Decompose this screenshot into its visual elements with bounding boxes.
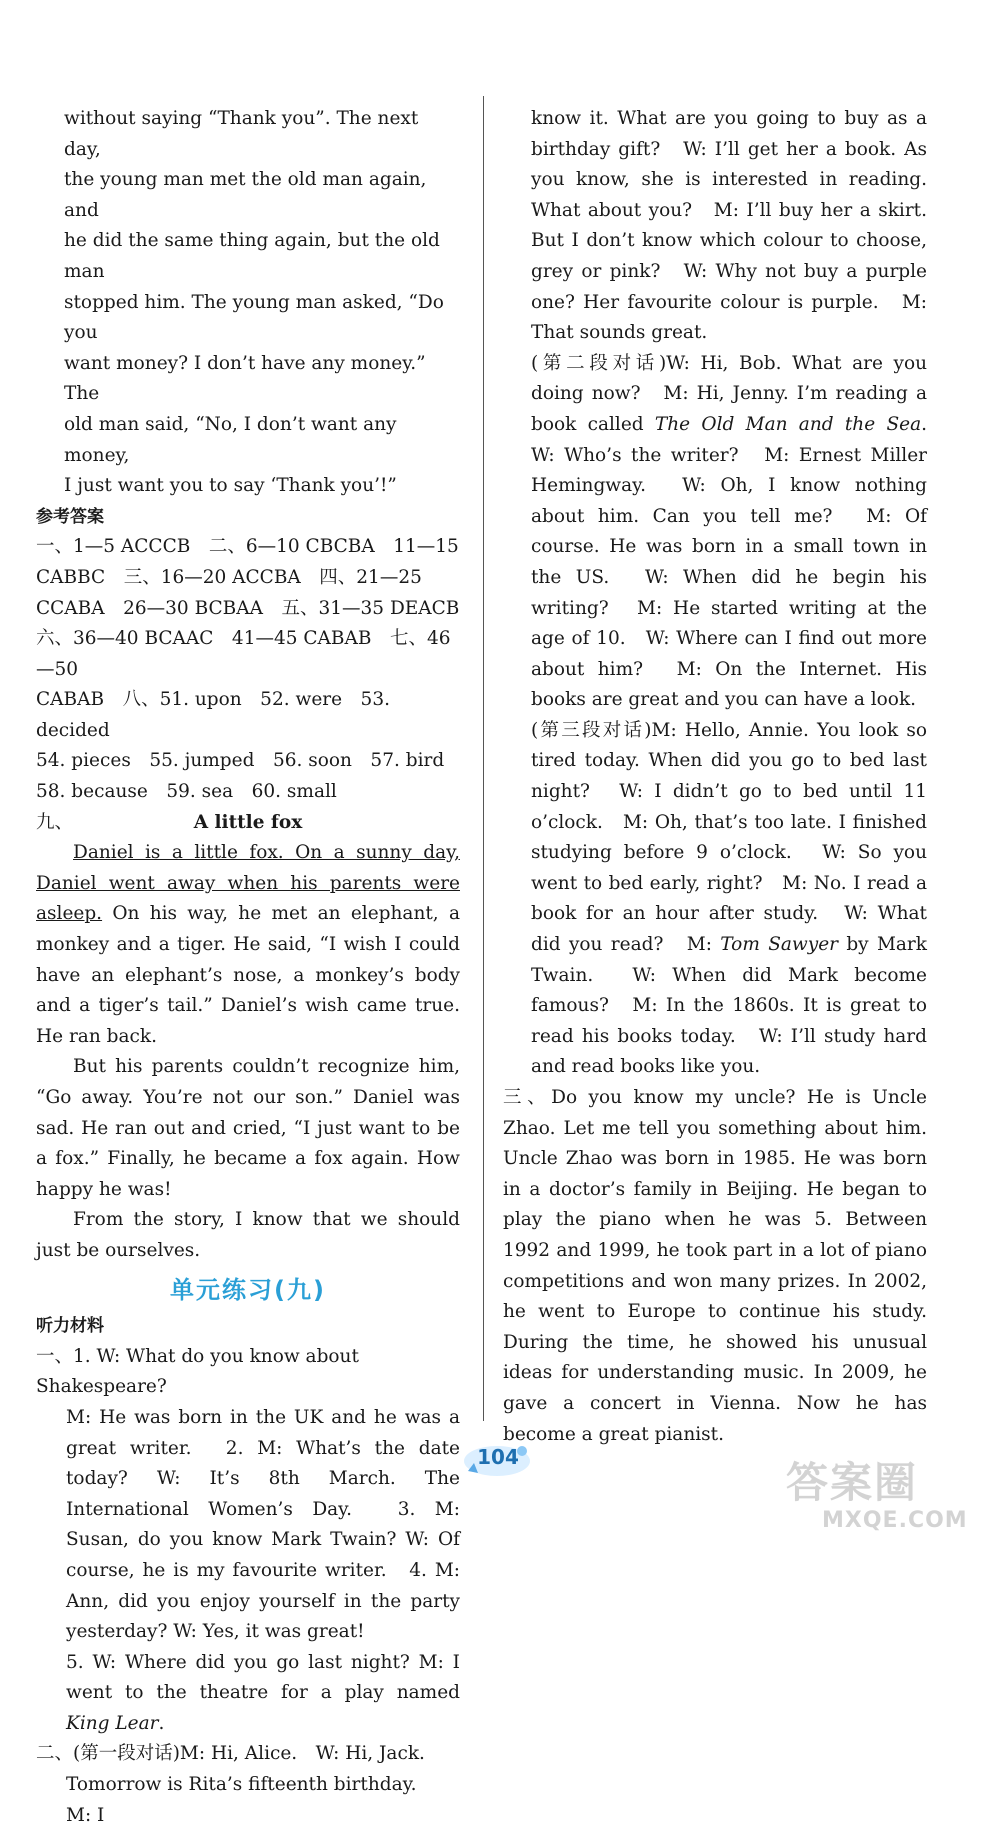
section-three-passage: 三、Do you know my uncle? He is Uncle Zhao. Let me tell you something about him. Uncle Zhao was born in 1985. He was born in a doctor’s family in Beijing. He began to play the piano when he was 5. Between 1992 and 1999, he took part in a lot of piano competitions and won many prizes. In 2002, he went to Europe to continue his study. During the time, he showed his unusual ideas for understanding music. In 2009, he gave a concert in Vienna. Now he has become a great pianist. [503, 1087, 927, 1445]
book-title: The Old Man and the Sea [654, 413, 922, 435]
answer-line: CABBC 三、16—20 ACCBA 四、21—25 [36, 566, 422, 588]
question-1-line: 一、1. W: What do you know about Shakespeare? [36, 1345, 359, 1398]
passage-line: he did the same thing again, but the old man [64, 230, 440, 282]
dialogue-1-continued: know it. What are you going to buy as a birthday gift? W: I’ll get her a book. As you know, she is interested in reading. What about you? M: I’ll buy her a skirt. But I don’t know which colour to choose, grey or pink? W: Why not buy a purple one? Her favourite colour is purple. M: That sounds great. [531, 108, 927, 344]
story-paragraph-2: But his parents couldn’t recognize him, “Go away. You’re not our son.” Daniel was sad. He ran out and cried, “I just want to be a fox.” Finally, he became a fox again. How happy he was! [36, 1056, 460, 1200]
left-column [36, 104, 460, 1831]
dialogue-text: 5. W: Where did you go last night? M: I went to the theatre for a play named [66, 1651, 460, 1704]
watermark [786, 1450, 996, 1546]
passage-line: stopped him. The young man asked, “Do you [64, 291, 444, 344]
watermark-url: MXQE.COM [822, 1508, 968, 1533]
answer-line: 六、36—40 BCAAC 41—45 CABAB 七、46—50 [36, 628, 451, 680]
dialogue-text: . W: Who’s the writer? M: Ernest Miller Hemingway. W: Oh, I know nothing about him. Can you tell me? M: Of course. He was born in a small town in the US. W: When did he begin his writing? M: He started writing at the age of 10. W: Where can I find out more about him? M: On the Internet. His books are great and you can have a look. [531, 413, 946, 711]
period: . [158, 1712, 165, 1734]
dialogue-2 [531, 349, 946, 716]
answer-line: 一、1—5 ACCCB 二、6—10 CBCBA 11—15 [36, 536, 459, 558]
answer-line: 54. pieces 55. jumped 56. soon 57. bird [36, 750, 445, 772]
story-title: A little fox [193, 811, 303, 833]
column-divider [483, 96, 484, 1421]
question-1-text: M: He was born in the UK and he was a great writer. 2. M: What’s the date today? W: It’s 8th March. The International Women’s Day. 3. M: Susan, do you know Mark Twain? W: Of course, he is my favourite writer. 4. M: Ann, did you enjoy yourself in the party yesterday? W: Yes, it was great! [66, 1406, 460, 1643]
page-number: 104 [477, 1445, 519, 1469]
dialogue-text: (第二段对话)W: Hi, Bob. What are you doing now? M: Hi, Jenny. I’m reading a book called [531, 352, 927, 435]
answer-line: 58. because 59. sea 60. small [36, 781, 337, 803]
listening-heading: 听力材料 [36, 1316, 104, 1337]
right-column [503, 104, 946, 1450]
watermark-logo: 答案圈 [786, 1458, 919, 1507]
play-title: King Lear [66, 1712, 159, 1734]
passage-line: I just want you to say ‘Thank you’!” [64, 475, 397, 497]
answers-heading: 参考答案 [36, 506, 104, 527]
dialogue-3 [531, 716, 927, 1083]
unit-title: 单元练习(九) [170, 1275, 326, 1304]
page-number-badge [446, 1435, 556, 1483]
book-title: Tom Sawyer [720, 934, 838, 956]
question-1-item-5 [36, 1648, 460, 1740]
question-2-line: 二、(第一段对话)M: Hi, Alice. W: Hi, Jack. [36, 1743, 425, 1765]
story-text: On his way, he met an elephant, a monkey and a tiger. He said, “I wish I could have an elephant’s nose, a monkey’s body and a tiger’s tail.” Daniel’s wish came true. He ran back. [36, 903, 460, 1047]
passage-line: the young man met the old man again, and [64, 169, 427, 221]
story-paragraph-1 [36, 838, 460, 1052]
answer-line: CABAB 八、51. upon 52. were 53. decided [36, 689, 390, 741]
section-nine-label: 九、 [36, 811, 74, 833]
dialogue-text: by Mark Twain. W: When did Mark become famous? M: In the 1860s. It is great to read his books today. W: I’ll study hard and read books like you. [531, 934, 927, 1078]
story-paragraph-3: From the story, I know that we should just be ourselves. [36, 1209, 460, 1261]
passage-line: old man said, “No, I don’t want any money, [64, 413, 397, 466]
underlined-sentence: Daniel went away when his parents were asleep. [36, 872, 460, 925]
dialogue-text: (第三段对话)M: Hello, Annie. You look so tired today. When did you go to bed last night? W: I didn’t go to bed until 11 o’clock. M: Oh, that’s too late. I finished studying before 9 o’clock. W: So you went to bed early, right? M: No. I read a book for an hour after study. W: What did you read? M: [531, 719, 927, 956]
answer-line: CCABA 26—30 BCBAA 五、31—35 DEACB [36, 597, 460, 619]
passage-line: want money? I don’t have any money.” The [64, 352, 426, 405]
question-2-line: Tomorrow is Rita’s fifteenth birthday. M: I [66, 1774, 435, 1826]
passage-line: without saying “Thank you”. The next day, [64, 108, 419, 160]
underlined-sentence: Daniel is a little fox. On a sunny day, [73, 842, 460, 864]
